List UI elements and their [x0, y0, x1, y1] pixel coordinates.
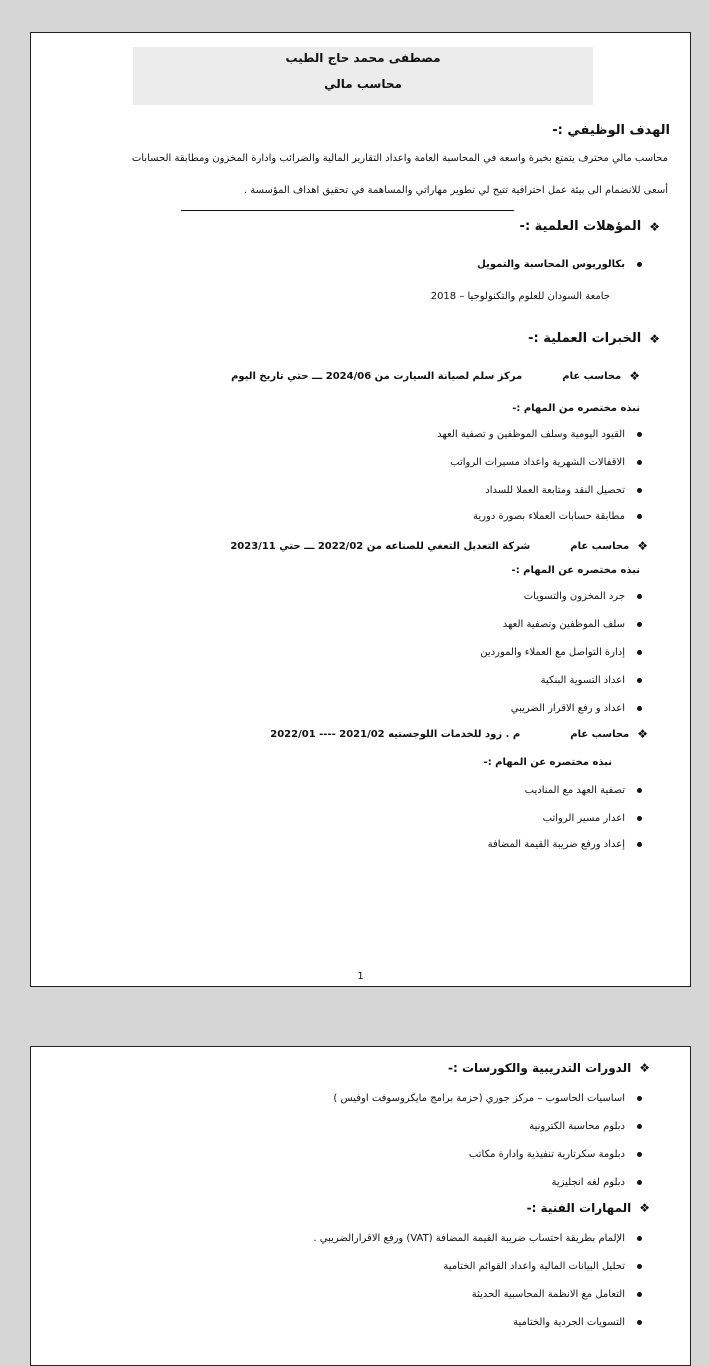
- list-item: [525, 785, 642, 796]
- task-text: القيود اليومية وسلف الموظفين و تصفية العهد: [437, 429, 625, 440]
- bullet-dot-icon: [637, 678, 642, 683]
- bullet-dot-icon: [637, 1264, 642, 1269]
- divider: [181, 210, 514, 211]
- job-2-title: محاسب عام: [570, 540, 630, 552]
- education-degree-row: [477, 259, 642, 270]
- courses-heading: الدورات التدريبية والكورسات :-: [448, 1061, 632, 1075]
- diamond-cluster-icon: ❖: [639, 1201, 650, 1215]
- list-item: [480, 647, 642, 658]
- task-text: سلف الموظفين وتصفية العهد: [502, 619, 625, 630]
- list-item: [529, 1121, 642, 1132]
- bullet-dot-icon: [637, 622, 642, 627]
- list-item: [485, 485, 642, 496]
- list-item: [437, 429, 642, 440]
- list-item: [473, 511, 642, 522]
- skill-text: تحليل البيانات المالية واعداد القوائم الختامية: [443, 1261, 625, 1272]
- list-item: [443, 1261, 642, 1272]
- job-1-tasks-heading: نبذه مختصره من المهام :-: [512, 403, 640, 414]
- diamond-cluster-icon: ❖: [649, 331, 660, 346]
- list-item: [503, 619, 642, 630]
- education-university: جامعة السودان للعلوم والتكنولوجيا – 2018: [430, 291, 610, 302]
- list-item: [313, 1233, 642, 1244]
- objective-line-1: محاسب مالي محترف يتمتع بخبرة واسعه في المحاسبة العامة واعداد التقارير المالية والضرائب وادارة المخزون ومطابقة الحسابات: [131, 153, 668, 164]
- job-3-title: محاسب عام: [570, 728, 630, 740]
- bullet-dot-icon: [637, 594, 642, 599]
- task-text: اعداد و رفع الاقرار الضريبي: [510, 703, 625, 714]
- bullet-dot-icon: [637, 706, 642, 711]
- bullet-dot-icon: [637, 816, 642, 821]
- list-item: [551, 1177, 642, 1188]
- bullet-dot-icon: [637, 650, 642, 655]
- bullet-dot-icon: [637, 432, 642, 437]
- header-box: [133, 47, 593, 105]
- task-text: الاقفالات الشهرية واعداد مسيرات الرواتب: [450, 457, 625, 468]
- task-text: تحصيل النقد ومتابعة العملا للسداد: [485, 485, 625, 496]
- list-item: [469, 1149, 642, 1160]
- bullet-dot-icon: [637, 1096, 642, 1101]
- list-item: [450, 457, 642, 468]
- task-text: اعداد التسوية البنكية: [540, 675, 625, 686]
- job-2-company: شركة التعديل التعغي للصناعه من 2022/02 ـــ حتي 2023/11: [230, 540, 531, 552]
- job-3-company: م . زود للخدمات اللوجستيه 2021/02 ---- 2022/01: [270, 728, 521, 740]
- job-2-row: [230, 539, 648, 553]
- skill-text: التسويات الجردية والختامية: [513, 1317, 625, 1328]
- list-item: [511, 703, 642, 714]
- course-text: دبلوم محاسبة الكترونية: [529, 1121, 625, 1132]
- skill-text: الإلمام بطريقة احتساب ضريبة القيمة المضافة (VAT) ورفع الاقرارالضريبي .: [313, 1233, 625, 1244]
- courses-heading-row: [448, 1061, 650, 1075]
- list-item: [472, 1289, 642, 1300]
- bullet-dot-icon: [637, 1236, 642, 1241]
- skills-heading: المهارات الفنية :-: [526, 1201, 632, 1215]
- task-text: جرد المخزون والتسويات: [523, 591, 625, 602]
- course-text: اساسيات الحاسوب – مركز جوري (حزمة برامج مايكروسوفت اوفيس ): [333, 1093, 625, 1104]
- experience-heading: الخبرات العملية :-: [528, 331, 642, 346]
- task-text: إعداد ورفع ضريبة القيمة المضافة: [487, 839, 625, 850]
- job-2-tasks-heading: نبذه مختصره عن المهام :-: [511, 565, 640, 576]
- task-text: اعدار مسير الرواتب: [542, 813, 625, 824]
- bullet-dot-icon: [637, 788, 642, 793]
- document-page-2: [30, 1046, 691, 1366]
- objective-line-2: أسعى للانضمام الى بيئة عمل احترافية تتيح لي تطوير مهاراتي والمساهمة في تحقيق اهداف المؤسسة .: [243, 185, 668, 196]
- job-1-title: محاسب عام: [562, 370, 622, 382]
- task-text: إدارة التواصل مع العملاء والموردين: [480, 647, 625, 658]
- skills-heading-row: [527, 1201, 650, 1215]
- task-text: مطابقة حسابات العملاء بصورة دورية: [473, 511, 625, 522]
- page-number: 1: [357, 971, 364, 982]
- diamond-cluster-icon: ❖: [649, 219, 660, 234]
- skill-text: التعامل مع الانظمة المحاسبية الحديثة: [471, 1289, 625, 1300]
- job-1-row: [231, 369, 640, 383]
- education-heading: المؤهلات العلمية :-: [519, 219, 642, 234]
- diamond-cluster-icon: ❖: [637, 727, 648, 741]
- course-text: دبلوم لغه انجليزية: [551, 1177, 625, 1188]
- job-3-row: [270, 727, 648, 741]
- objective-heading: الهدف الوظيفي :-: [552, 123, 670, 138]
- list-item: [333, 1093, 642, 1104]
- bullet-dot-icon: [637, 1124, 642, 1129]
- bullet-dot-icon: [637, 488, 642, 493]
- task-text: تصفية العهد مع المناديب: [524, 785, 625, 796]
- bullet-dot-icon: [637, 460, 642, 465]
- list-item: [513, 1317, 642, 1328]
- bullet-dot-icon: [637, 1180, 642, 1185]
- education-heading-row: [520, 219, 660, 234]
- experience-heading-row: [528, 331, 660, 346]
- bullet-dot-icon: [637, 262, 642, 267]
- bullet-dot-icon: [637, 842, 642, 847]
- job-1-company: مركز سلم لصيانة السيارت من 2024/06 ـــ حتي تاريخ اليوم: [231, 370, 523, 382]
- candidate-name: مصطفى محمد حاج الطيب: [285, 51, 441, 65]
- list-item: [541, 675, 642, 686]
- diamond-cluster-icon: ❖: [637, 539, 648, 553]
- list-item: [543, 813, 642, 824]
- list-item: [524, 591, 642, 602]
- candidate-title: محاسب مالي: [324, 77, 402, 91]
- list-item: [488, 839, 642, 850]
- course-text: دبلومة سكرتارية تنفيذية وادارة مكاتب: [468, 1149, 625, 1160]
- bullet-dot-icon: [637, 1152, 642, 1157]
- diamond-cluster-icon: ❖: [639, 1061, 650, 1075]
- job-3-tasks-heading: نبذه مختصره عن المهام :-: [483, 757, 612, 768]
- bullet-dot-icon: [637, 514, 642, 519]
- bullet-dot-icon: [637, 1320, 642, 1325]
- document-page-1: [30, 32, 691, 987]
- education-degree: بكالوريوس المحاسبة والتمويل: [477, 259, 625, 270]
- diamond-cluster-icon: ❖: [629, 369, 640, 383]
- bullet-dot-icon: [637, 1292, 642, 1297]
